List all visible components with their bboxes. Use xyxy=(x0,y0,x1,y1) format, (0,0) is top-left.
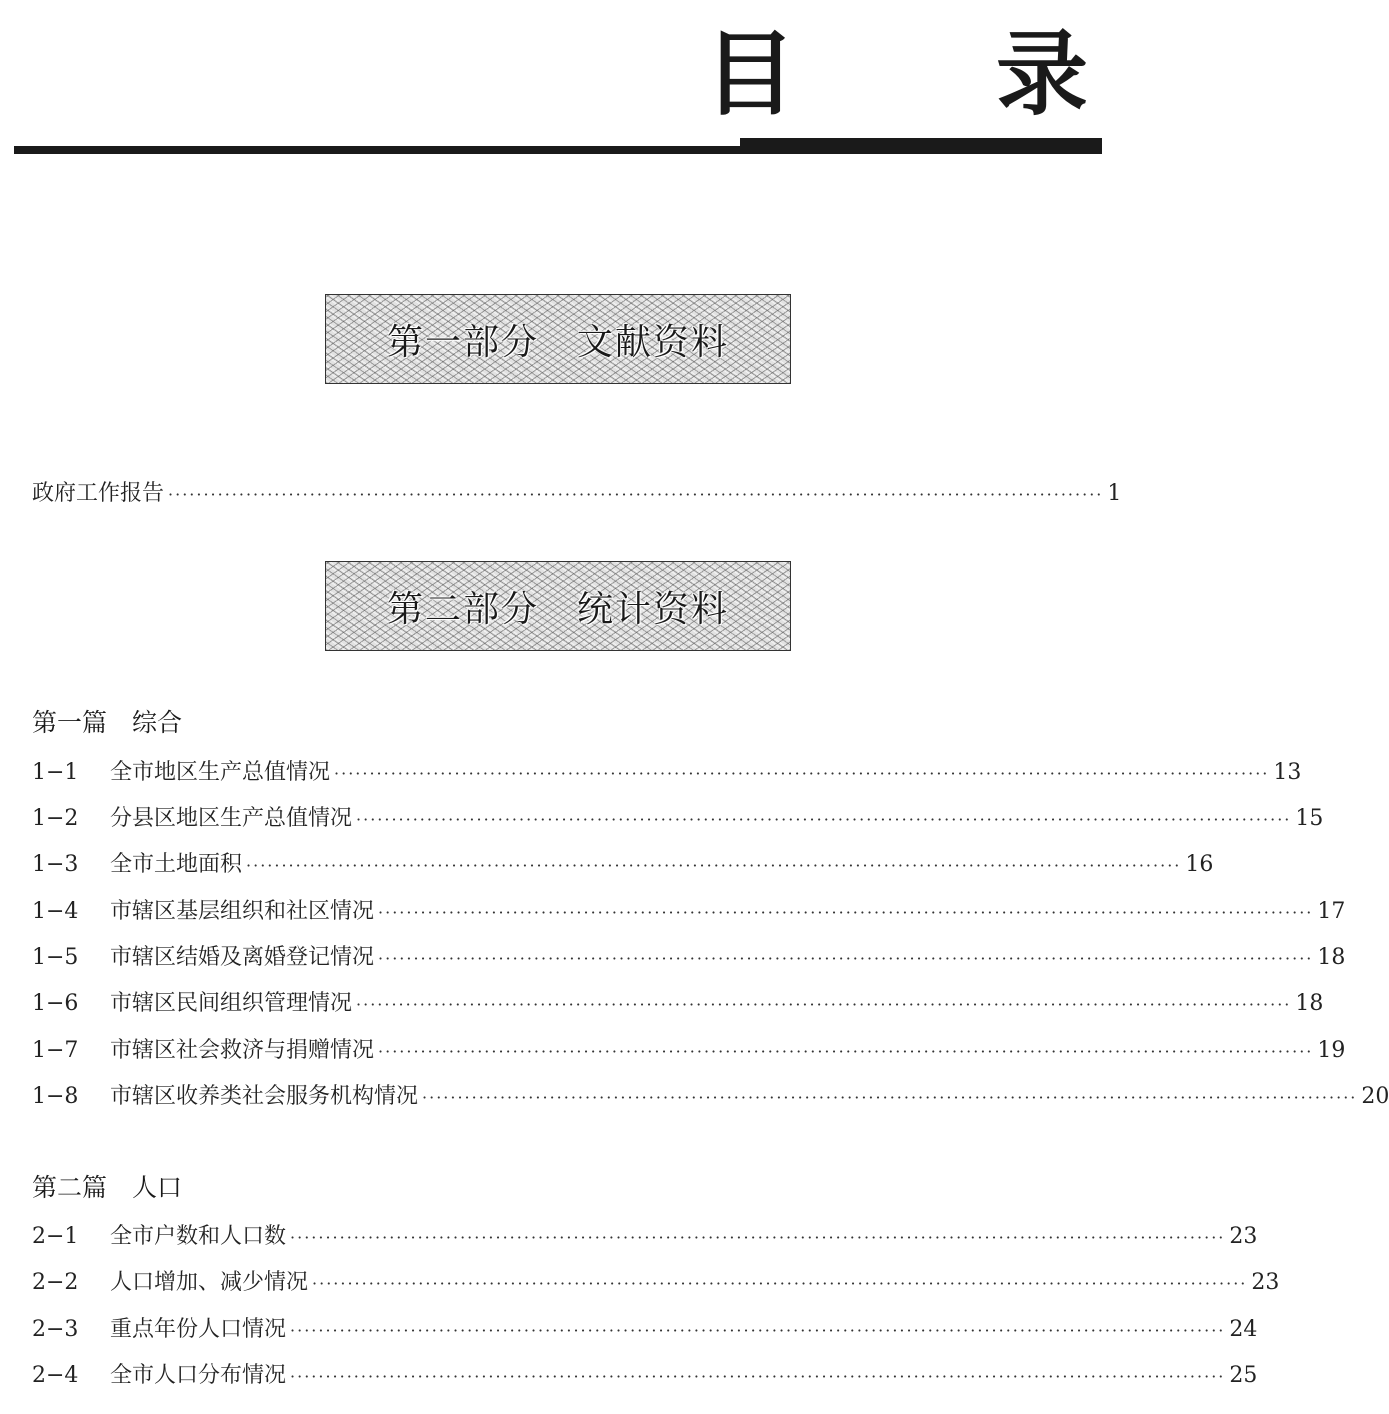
leader-dots: ···································································································································· xyxy=(422,1088,1358,1107)
toc-entry-page: 23 xyxy=(1251,1270,1280,1295)
leader-dots: ···································································································································· xyxy=(378,903,1314,922)
chapter-heading: 第一篇 综合 xyxy=(32,708,183,737)
leader-dots: ···································································································································· xyxy=(312,1274,1248,1293)
toc-entry-title: 全市户数和人口数 xyxy=(110,1224,287,1249)
toc-entry-number: 1−1 xyxy=(32,760,79,785)
toc-entry-title: 分县区地区生产总值情况 xyxy=(110,806,353,831)
toc-entry-page: 18 xyxy=(1317,945,1346,970)
toc-entry-number: 1−5 xyxy=(32,945,79,970)
toc-entry-title: 市辖区基层组织和社区情况 xyxy=(110,899,375,924)
toc-entry[interactable] xyxy=(32,1265,1280,1295)
part-two-label: 第二部分 统计资料 xyxy=(386,588,729,630)
chapter-heading: 第二篇 人口 xyxy=(32,1173,183,1202)
leader-dots: ···································································································································· xyxy=(378,1042,1314,1061)
toc-entry[interactable] xyxy=(32,755,1302,785)
toc-entry-page: 1 xyxy=(1107,481,1122,506)
toc-entry-number: 1−4 xyxy=(32,899,79,924)
toc-entry-title: 全市人口分布情况 xyxy=(110,1363,287,1388)
leader-dots: ···································································································································· xyxy=(246,856,1182,875)
header-rule-accent xyxy=(740,138,1102,154)
toc-entry-page: 16 xyxy=(1185,852,1214,877)
toc-entry-page: 15 xyxy=(1295,806,1324,831)
toc-entry[interactable] xyxy=(32,894,1346,924)
toc-entry-page: 18 xyxy=(1295,991,1324,1016)
toc-entry[interactable] xyxy=(32,1312,1258,1342)
toc-entry[interactable] xyxy=(32,1079,1389,1109)
toc-entry[interactable] xyxy=(32,1358,1258,1388)
toc-entry-page: 19 xyxy=(1317,1038,1346,1063)
part-two-banner xyxy=(325,561,791,651)
toc-entry-number: 2−2 xyxy=(32,1270,79,1295)
toc-entry-page: 13 xyxy=(1273,760,1302,785)
leader-dots: ···································································································································· xyxy=(168,485,1104,504)
toc-entry[interactable] xyxy=(32,847,1214,877)
toc-entry-number: 1−2 xyxy=(32,806,79,831)
part-one-banner xyxy=(325,294,791,384)
toc-entry-page: 25 xyxy=(1229,1363,1258,1388)
toc-entry-title: 市辖区结婚及离婚登记情况 xyxy=(110,945,375,970)
toc-entry-title: 市辖区收养类社会服务机构情况 xyxy=(110,1084,419,1109)
toc-entry-government-report[interactable] xyxy=(32,476,1122,506)
toc-entry-title: 市辖区民间组织管理情况 xyxy=(110,991,353,1016)
leader-dots: ···································································································································· xyxy=(290,1321,1226,1340)
part-one-label: 第一部分 文献资料 xyxy=(386,321,729,363)
toc-entry-page: 24 xyxy=(1229,1317,1258,1342)
toc-entry-page: 20 xyxy=(1361,1084,1389,1109)
toc-entry-title: 重点年份人口情况 xyxy=(110,1317,287,1342)
leader-dots: ···································································································································· xyxy=(356,995,1292,1014)
leader-dots: ···································································································································· xyxy=(378,949,1314,968)
toc-entry-number: 2−1 xyxy=(32,1224,79,1249)
leader-dots: ···································································································································· xyxy=(356,810,1292,829)
toc-entry-page: 17 xyxy=(1317,899,1346,924)
leader-dots: ···································································································································· xyxy=(290,1367,1226,1386)
toc-entry-number: 1−8 xyxy=(32,1084,79,1109)
toc-entry[interactable] xyxy=(32,986,1324,1016)
toc-entry-number: 1−7 xyxy=(32,1038,79,1063)
toc-entry[interactable] xyxy=(32,940,1346,970)
toc-entry-title: 人口增加、减少情况 xyxy=(110,1270,309,1295)
toc-entry[interactable] xyxy=(32,801,1324,831)
toc-entry-number: 1−3 xyxy=(32,852,79,877)
toc-entry-title: 政府工作报告 xyxy=(32,481,165,506)
toc-entry-number: 2−3 xyxy=(32,1317,79,1342)
toc-entry-number: 1−6 xyxy=(32,991,79,1016)
toc-entry[interactable] xyxy=(32,1219,1258,1249)
toc-entry-title: 全市地区生产总值情况 xyxy=(110,760,331,785)
toc-entry-page: 23 xyxy=(1229,1224,1258,1249)
leader-dots: ···································································································································· xyxy=(290,1228,1226,1247)
page-title: 目 录 xyxy=(703,21,1142,128)
toc-entry-number: 2−4 xyxy=(32,1363,79,1388)
leader-dots: ···································································································································· xyxy=(334,764,1270,783)
toc-entry[interactable] xyxy=(32,1033,1346,1063)
toc-entry-title: 全市土地面积 xyxy=(110,852,243,877)
toc-entry-title: 市辖区社会救济与捐赠情况 xyxy=(110,1038,375,1063)
